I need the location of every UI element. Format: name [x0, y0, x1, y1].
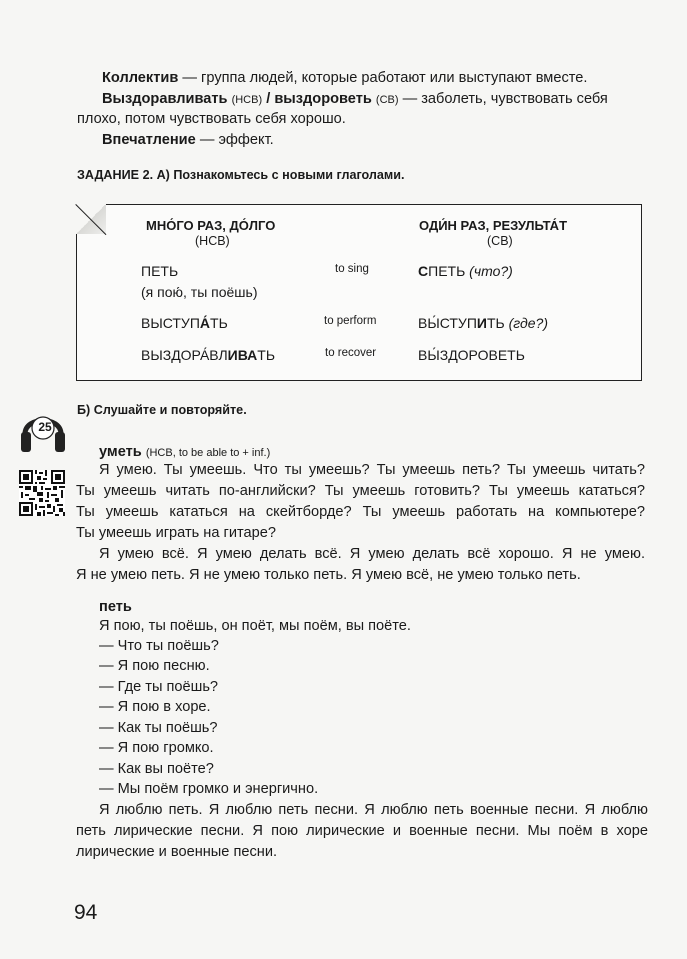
- page-number: 94: [74, 901, 98, 924]
- dialog-line: — Как ты поёшь?: [99, 720, 218, 736]
- pet-line: лирические и военные песни.: [76, 844, 278, 860]
- umet-line: Я умею всё. Я умею делать всё. Я умею делать всё хорошо. Я не умею.: [99, 546, 645, 562]
- stem: ПЕТЬ: [428, 263, 466, 279]
- pet-line: Я люблю петь. Я люблю петь песни. Я люблю петь военные песни. Я люблю: [99, 802, 648, 818]
- dialog-line: — Я пою в хоре.: [99, 699, 211, 715]
- question: (что?): [469, 263, 513, 279]
- umet-line: Я не умею петь. Я не умею только петь. Я умею всё, не умею только петь.: [76, 567, 581, 583]
- pet-header: петь: [99, 599, 132, 615]
- umet-line: Ты умеешь играть на гитаре?: [76, 525, 277, 541]
- stem: ВЫСТУП: [141, 315, 200, 331]
- term-note: (НСВ, to be able to + inf.): [145, 447, 271, 459]
- definition-kollektiv: [102, 68, 587, 88]
- verb-pet: ПЕТЬ: [141, 263, 179, 279]
- definition-vyzdoravlivat: [102, 89, 608, 110]
- table-header-imperfective: МНО́ГО РАЗ, ДО́ЛГО: [146, 218, 276, 233]
- suffix: А́: [199, 315, 211, 331]
- dialog-line: — Что ты поёшь?: [99, 638, 219, 654]
- term: Впечатление: [102, 132, 196, 148]
- aspect-label: (СВ): [375, 94, 399, 106]
- umet-line: Ты умеешь кататься на скейтборде? Ты умеешь работать на компьютере?: [76, 504, 645, 520]
- task-b-heading: Б) Слушайте и повторяйте.: [77, 403, 247, 417]
- umet-line: Ты умеешь читать по-английски? Ты умеешь готовить? Ты умеешь кататься?: [76, 483, 645, 499]
- translation-to-sing: to sing: [335, 263, 369, 275]
- term: выздороветь: [274, 91, 372, 107]
- ending: ТЬ: [486, 315, 505, 331]
- verb-vyzdoravlivat: [141, 345, 275, 365]
- audio-track-number: 25: [38, 420, 52, 434]
- translation-to-recover: to recover: [325, 347, 377, 359]
- definition-text: — заболеть, чувствовать себя: [402, 91, 608, 107]
- definition-vpechatlenie: [102, 130, 274, 150]
- slash: /: [266, 91, 271, 107]
- definition-text: — эффект.: [199, 132, 274, 148]
- verb-vystupit: [418, 313, 548, 333]
- term: Выздоравливать: [102, 91, 228, 107]
- suffix: ИВА: [227, 347, 258, 363]
- pet-line: петь лирические песни. Я пою лирические и военные песни. Мы поём в хоре: [76, 823, 648, 839]
- dialog-line: — Я пою громко.: [99, 740, 214, 756]
- definition-continuation: плохо, потом чувствовать себя хорошо.: [77, 111, 346, 127]
- verb-spet: [418, 261, 513, 281]
- table-subheader-imperfective: (НСВ): [195, 234, 230, 248]
- suffix: И: [476, 315, 487, 331]
- stem: ВЫЗДОРА́ВЛ: [141, 347, 228, 363]
- qr-code-icon[interactable]: [19, 470, 65, 516]
- dialog-line: — Я пою песню.: [99, 658, 210, 674]
- verb-pet-forms: (я пою́, ты поёшь): [141, 284, 258, 300]
- verb-vyzdorovet: ВЫ́ЗДОРОВЕТЬ: [418, 347, 525, 363]
- definition-text: — группа людей, которые работают или выступают вместе.: [182, 70, 588, 86]
- aspect-label: (НСВ): [231, 94, 263, 106]
- ending: ТЬ: [257, 347, 276, 363]
- table-header-perfective: ОДИ́Н РАЗ, РЕЗУЛЬТА́Т: [419, 218, 568, 233]
- dialog-line: — Мы поём громко и энергично.: [99, 781, 319, 797]
- term: Коллектив: [102, 70, 179, 86]
- table-subheader-perfective: (СВ): [487, 234, 513, 248]
- task-heading: ЗАДАНИЕ 2. А) Познакомьтесь с новыми глаголами.: [77, 168, 405, 182]
- term: уметь: [99, 444, 142, 460]
- translation-to-perform: to perform: [324, 315, 377, 327]
- ending: ТЬ: [210, 315, 228, 331]
- pet-conjugation: Я пою, ты поёшь, он поёт, мы поём, вы поёте.: [99, 618, 411, 634]
- prefix: С: [418, 263, 429, 279]
- stem: ВЫ́СТУП: [418, 315, 477, 331]
- verb-vystupat: [141, 313, 228, 333]
- dialog-line: — Где ты поёшь?: [99, 679, 219, 695]
- dialog-line: — Как вы поёте?: [99, 761, 214, 777]
- umet-line: Я умею. Ты умеешь. Что ты умеешь? Ты умеешь петь? Ты умеешь читать?: [99, 462, 645, 478]
- question: (где?): [508, 315, 548, 331]
